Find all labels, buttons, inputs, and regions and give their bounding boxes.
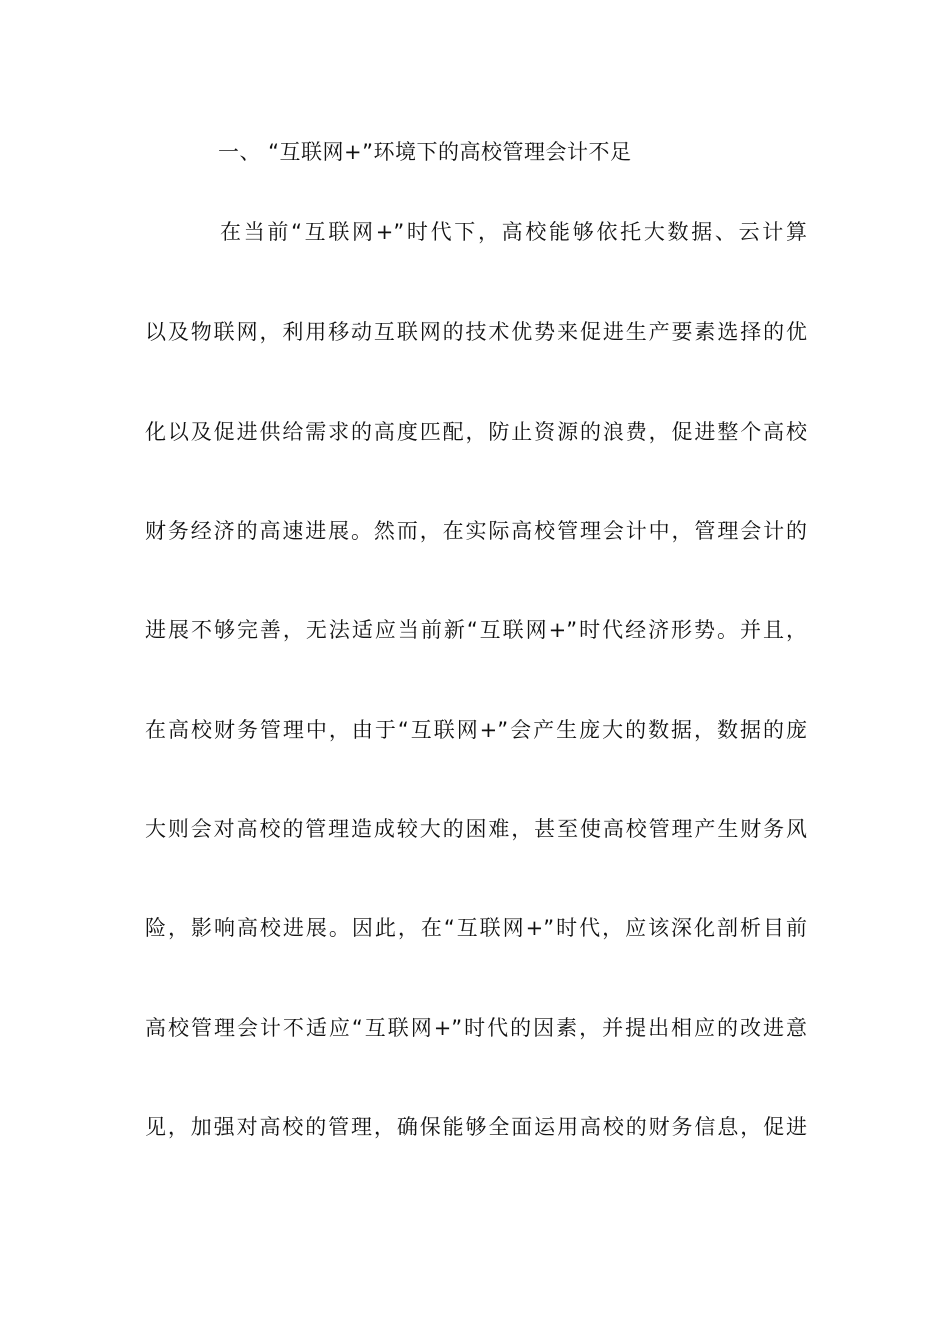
paragraph-line: 大则会对高校的管理造成较大的困难，甚至使高校管理产生财务风 [145,817,807,841]
paragraph-line: 在高校财务管理中，由于“互联网+”会产生庞大的数据，数据的庞 [145,718,807,742]
paragraph-line: 险，影响高校进展。因此，在“互联网+”时代，应该深化剖析目前 [145,916,807,940]
paragraph-line: 高校管理会计不适应“互联网+”时代的因素，并提出相应的改进意 [145,1016,807,1040]
paragraph-line: 财务经济的高速进展。然而，在实际高校管理会计中，管理会计的 [145,519,807,543]
paragraph-line: 化以及促进供给需求的高度匹配，防止资源的浪费，促进整个高校 [145,420,807,444]
section-heading: 一、 “互联网+”环境下的高校管理会计不足 [218,140,632,164]
paragraph-line: 以及物联网，利用移动互联网的技术优势来促进生产要素选择的优 [145,320,807,344]
paragraph-line: 进展不够完善，无法适应当前新“互联网+”时代经济形势。并且， [145,618,807,642]
paragraph-line: 在当前“互联网+”时代下，高校能够依托大数据、云计算 [220,220,807,244]
paragraph-line: 见，加强对高校的管理，确保能够全面运用高校的财务信息，促进 [145,1115,807,1139]
